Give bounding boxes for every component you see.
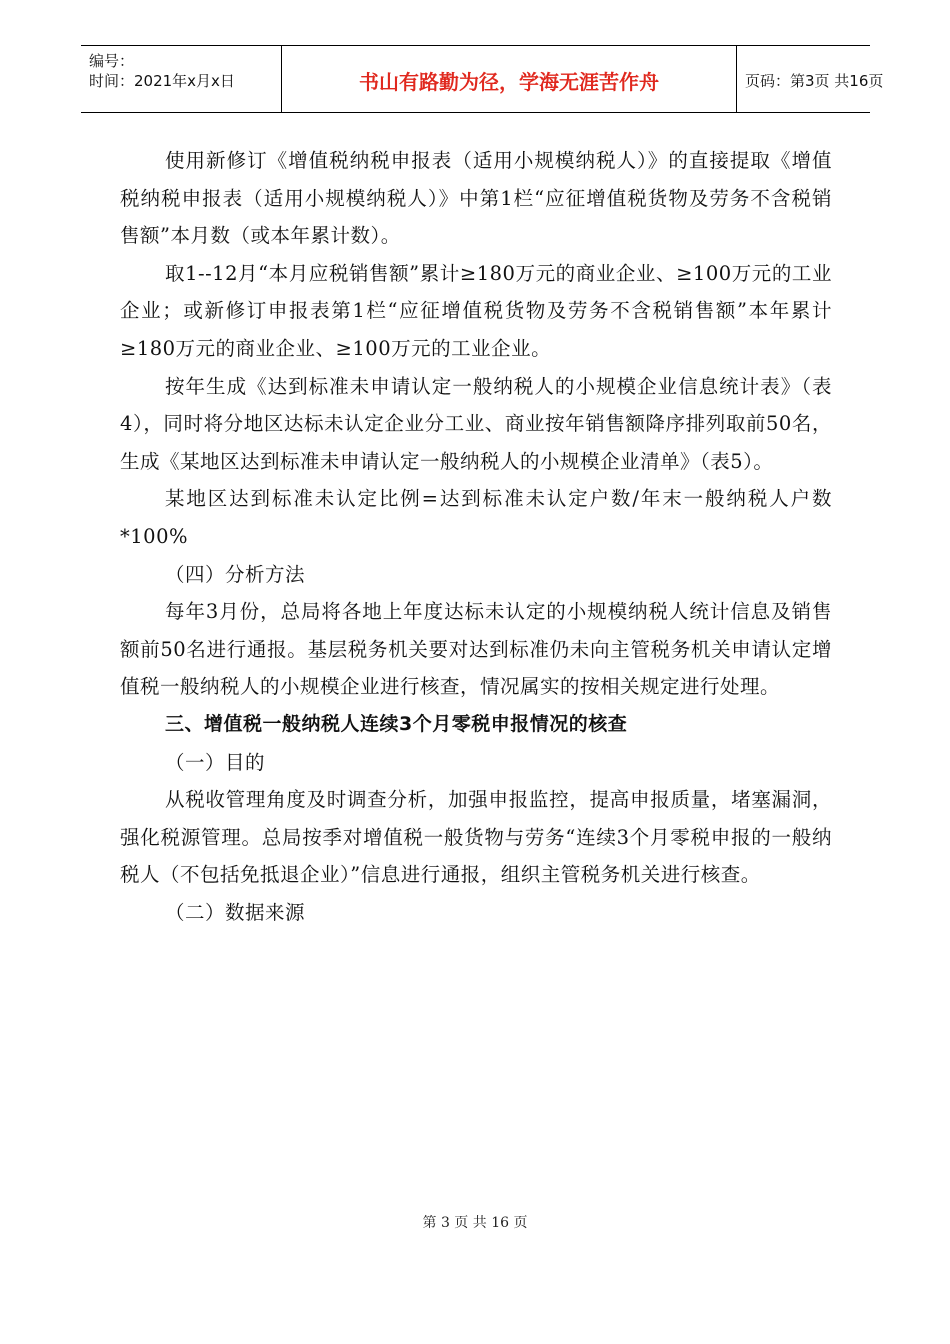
section-heading: 三、增值税一般纳税人连续3个月零税申报情况的核查 [165, 712, 628, 735]
body-paragraph: 某地区达到标准未认定比例=达到标准未认定户数/年末一般纳税人户数*100% [120, 487, 832, 548]
header-meta-cell [81, 46, 281, 112]
body-paragraph: 取1--12月“本月应税销售额”累计≥180万元的商业企业、≥100万元的工业企业；或新修订申报表第1栏“应征增值税货物及劳务不含税销售额”本年累计≥180万元的商业企业、≥100万元的工业企业。 [120, 261, 832, 360]
document-number-label: 编号： [89, 52, 135, 70]
subsection-heading: （四）分析方法 [165, 562, 306, 586]
subsection-heading: （一）目的 [165, 750, 266, 774]
page-footer: 第 3 页 共 16 页 [422, 1215, 528, 1231]
document-header [81, 45, 884, 113]
body-paragraph: 使用新修订《增值税纳税申报表（适用小规模纳税人）》的直接提取《增值税纳税申报表（适用小规模纳税人）》中第1栏“应征增值税货物及劳务不含税销售额”本月数（或本年累计数）。 [120, 149, 832, 248]
subsection-heading: （二）数据来源 [165, 900, 306, 924]
header-motto-cell [281, 46, 736, 112]
body-paragraph: 从税收管理角度及时调查分析，加强申报监控，提高申报质量，堵塞漏洞，强化税源管理。总局按季对增值税一般货物与劳务“连续3个月零税申报的一般纳税人（不包括免抵退企业）”信息进行通报，组织主管税务机关进行核查。 [120, 788, 832, 887]
body-paragraph: 按年生成《达到标准未申请认定一般纳税人的小规模企业信息统计表》（表4），同时将分地区达标未认定企业分工业、商业按年销售额降序排列取前50名，生成《某地区达到标准未申请认定一般纳税人的小规模企业清单》（表5）。 [120, 374, 832, 473]
header-page-info: 页码：第3页 共16页 [745, 72, 884, 90]
document-body [120, 142, 832, 931]
body-paragraph: 每年3月份，总局将各地上年度达标未认定的小规模纳税人统计信息及销售额前50名进行通报。基层税务机关要对达到标准仍未向主管税务机关申请认定增值税一般纳税人的小规模企业进行核查，情况属实的按相关规定进行处理。 [120, 600, 832, 699]
header-page-cell [736, 46, 884, 112]
header-motto: 书山有路勤为径，学海无涯苦作舟 [359, 70, 659, 94]
document-time-label: 时间：2021年x月x日 [89, 72, 235, 90]
